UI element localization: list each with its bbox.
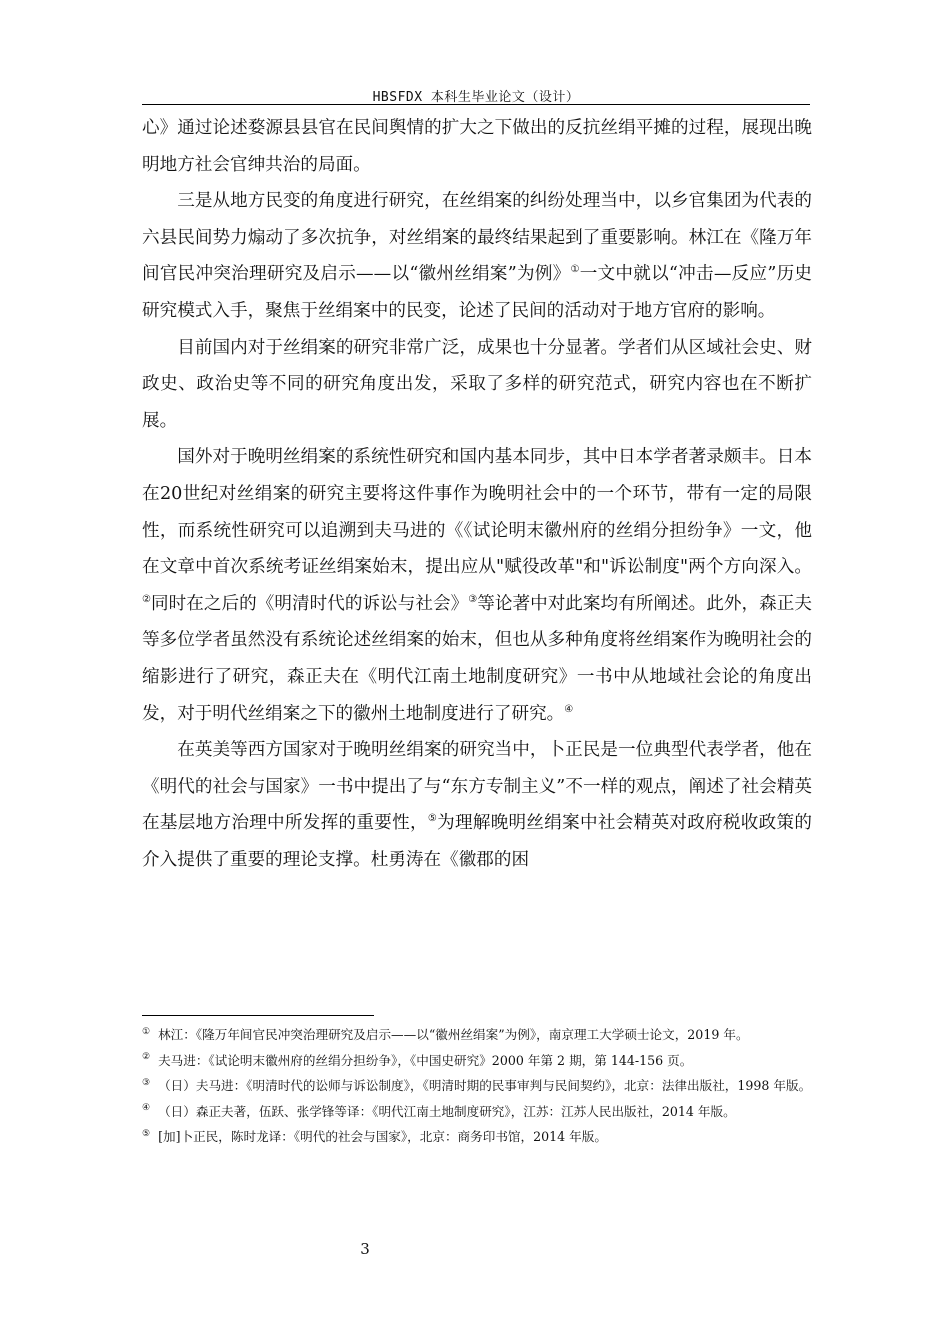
footnote-ref-5[interactable]: ⑤ bbox=[427, 813, 438, 825]
footnote-ref-4[interactable]: ④ bbox=[564, 703, 574, 715]
footnote-ref-2[interactable]: ② bbox=[142, 593, 151, 605]
footnotes bbox=[142, 1022, 812, 1150]
paragraph-1: 心》通过论述婺源县县官在民间舆情的扩大之下做出的反抗丝绢平摊的过程，展现出晚明地方社会官绅共治的局面。 bbox=[142, 118, 812, 175]
footnote-5: ⑤ [加]卜正民，陈时龙译：《明代的社会与国家》，北京：商务印书馆，2014 年版。 bbox=[142, 1128, 607, 1144]
paragraph-4: 国外对于晚明丝绢案的系统性研究和国内基本同步，其中日本学者著录颇丰。日本在20世纪对丝绢案的研究主要将这件事作为晚明社会中的一个环节，带有一定的局限性，而系统性研究可以追溯到夫马进的《《试论明末徽州府的丝绢分担纷争》一文，他在文章中首次系统考证丝绢案始末，提出应从"赋役改革"和"诉讼制度"两个方向深入。②同时在之后的《明清时代的诉讼与社会》③等论著中对此案均有所阐述。此外，森正夫等多位学者虽然没有系统论述丝绢案的始末，但也从多种角度将丝绢案作为晚明社会的缩影进行了研究，森正夫在《明代江南土地制度研究》一书中从地域社会论的角度出发，对于明代丝绢案之下的徽州土地制度进行了研究。④ bbox=[142, 447, 812, 724]
paragraph-3: 目前国内对于丝绢案的研究非常广泛，成果也十分显著。学者们从区域社会史、财政史、政治史等不同的研究角度出发，采取了多样的研究范式，研究内容也在不断扩展。 bbox=[142, 337, 812, 431]
body-text bbox=[142, 110, 812, 878]
header-divider bbox=[142, 104, 810, 105]
page-number: 3 bbox=[360, 1240, 370, 1258]
footnote-divider bbox=[142, 1015, 374, 1016]
page-header: HBSFDX 本科生毕业论文（设计） bbox=[372, 90, 580, 105]
paragraph-5: 在英美等西方国家对于晚明丝绢案的研究当中，卜正民是一位典型代表学者，他在《明代的社会与国家》一书中提出了与“东方专制主义”不一样的观点，阐述了社会精英在基层地方治理中所发挥的重要性，⑤为理解晚明丝绢案中社会精英对政府税收政策的介入提供了重要的理论支撑。杜勇涛在《徽郡的困 bbox=[142, 740, 812, 870]
footnote-3: ③ （日）夫马进：《明清时代的讼师与诉讼制度》，《明清时期的民事审判与民间契约》，北京：法律出版社，1998 年版。 bbox=[142, 1077, 812, 1093]
footnote-1: ① 林江：《隆万年间官民冲突治理研究及启示——以“徽州丝绢案”为例》，南京理工大学硕士论文，2019 年。 bbox=[142, 1026, 749, 1042]
footnote-2: ② 夫马进：《试论明末徽州府的丝绢分担纷争》，《中国史研究》2000 年第 2 期，第 144-156 页。 bbox=[142, 1052, 693, 1068]
footnote-4: ④ （日）森正夫著，伍跃、张学锋等译：《明代江南土地制度研究》，江苏：江苏人民出版社，2014 年版。 bbox=[142, 1103, 736, 1119]
paragraph-2: 三是从地方民变的角度进行研究，在丝绢案的纠纷处理当中，以乡官集团为代表的六县民间势力煽动了多次抗争，对丝绢案的最终结果起到了重要影响。林江在《隆万年间官民冲突治理研究及启示——以“徽州丝绢案”为例》①一文中就以“冲击—反应”历史研究模式入手，聚焦于丝绢案中的民变，论述了民间的活动对于地方官府的影响。 bbox=[142, 191, 812, 321]
footnote-ref-3[interactable]: ③ bbox=[468, 593, 478, 605]
footnote-ref-1[interactable]: ① bbox=[570, 264, 580, 276]
